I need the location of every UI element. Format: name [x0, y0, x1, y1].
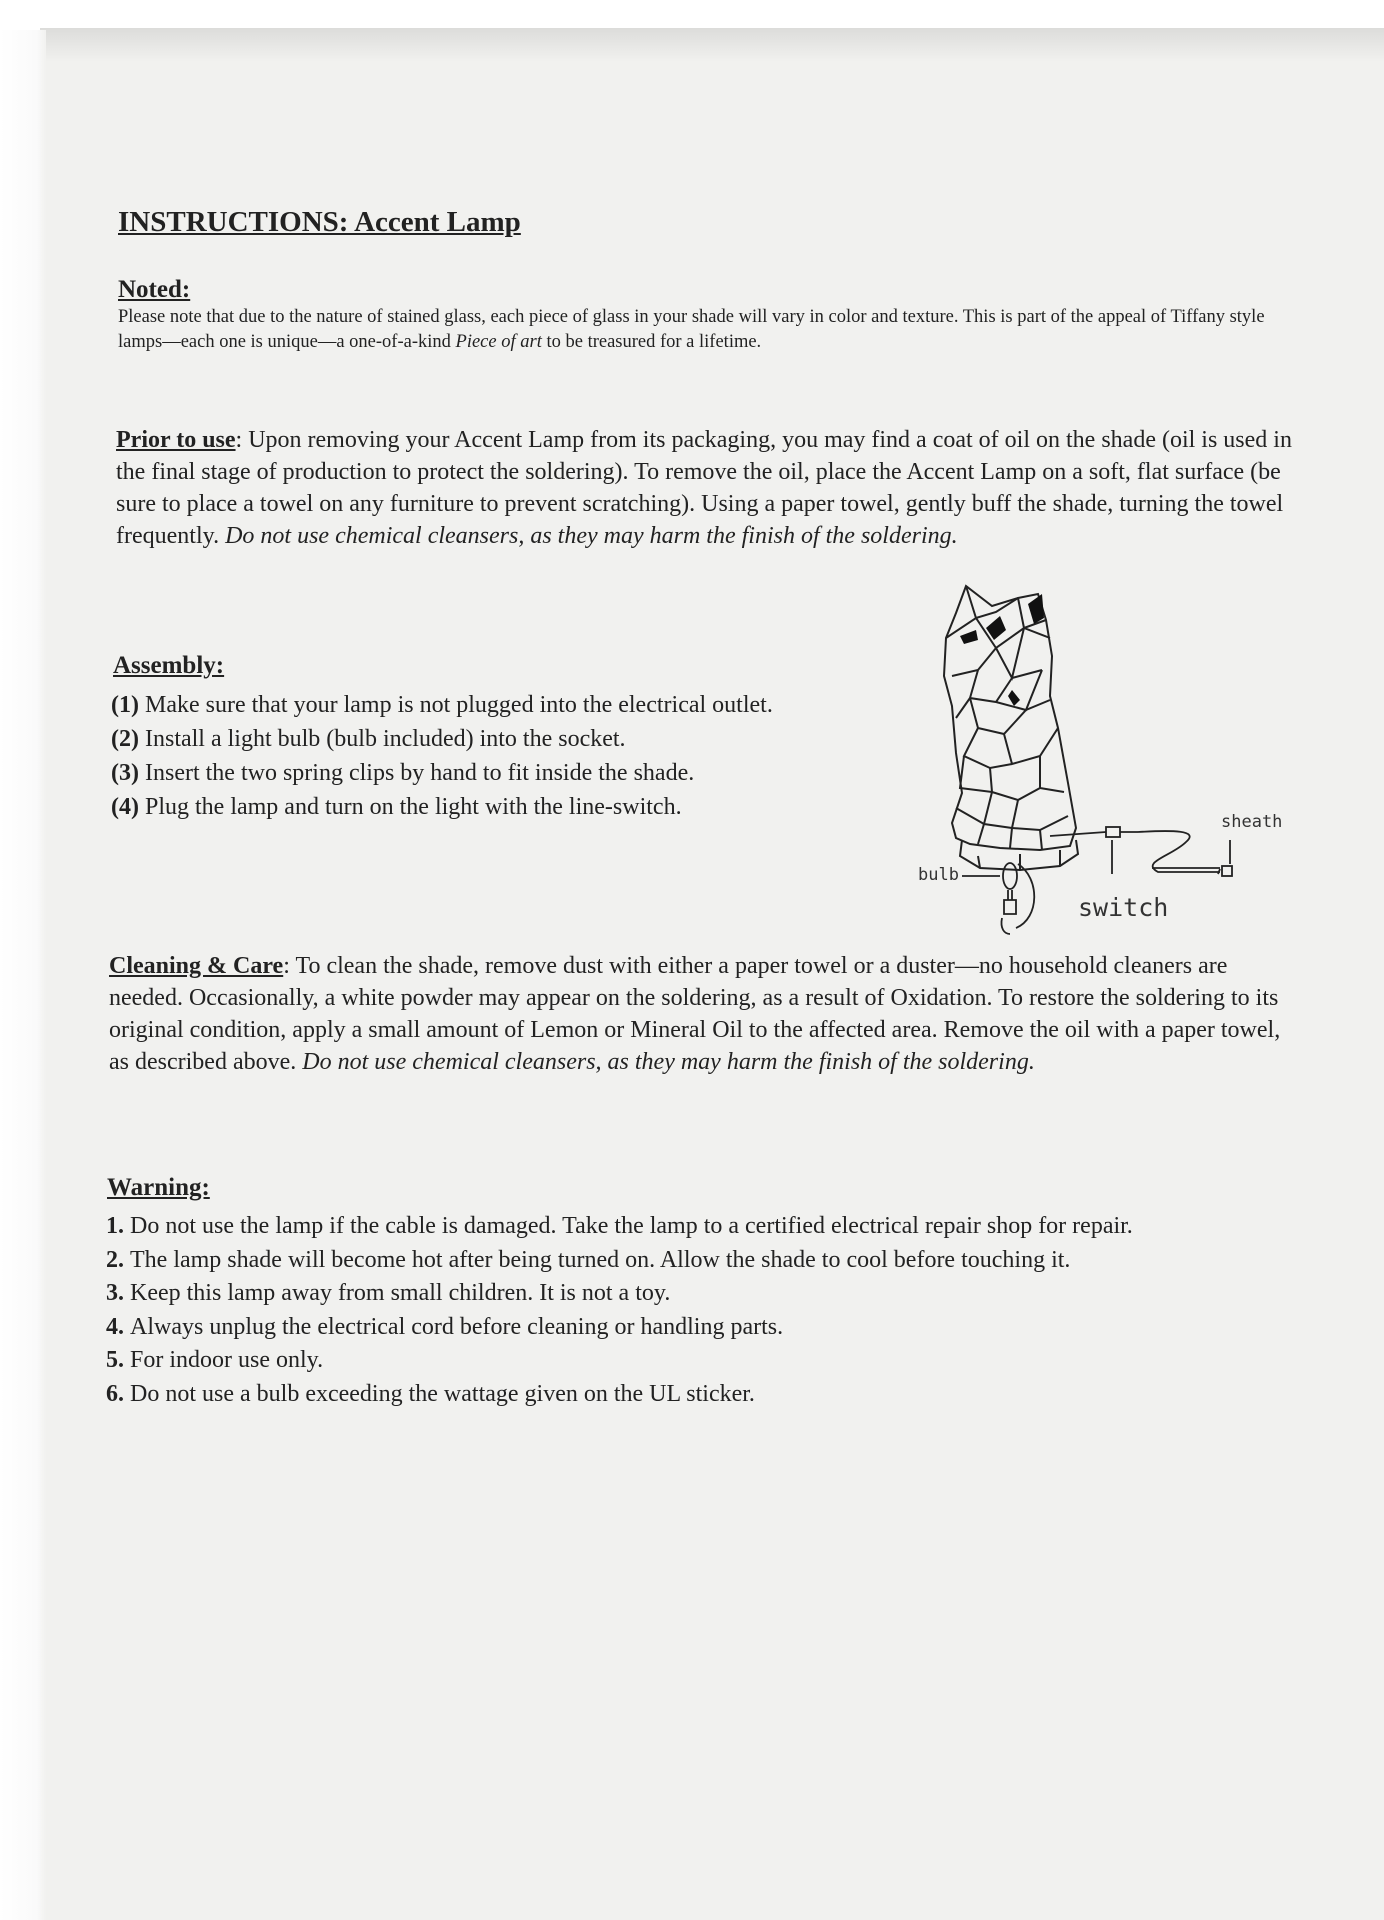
warning-item-number: 4.: [106, 1313, 124, 1340]
cleaning-heading: Cleaning & Care: [109, 953, 284, 979]
assembly-item-text: Install a light bulb (bulb included) into the socket.: [144, 726, 626, 752]
noted-text-end: to be treasured for a lifetime.: [541, 332, 762, 352]
assembly-heading: Assembly:: [113, 652, 225, 679]
warning-item-text: Do not use a bulb exceeding the wattage given on the UL sticker.: [130, 1380, 755, 1407]
page-title: INSTRUCTIONS: Accent Lamp: [118, 206, 521, 238]
prior-italic: Do not use chemical cleansers, as they may harm the finish of the soldering.: [225, 523, 958, 549]
noted-text: Please note that due to the nature of stained glass, each piece of glass in your shade will vary in color and texture. This is part of the appeal of Tiffany style lamps—each one is unique—a one-of-a-kind: [118, 307, 1265, 352]
warning-heading: Warning:: [107, 1174, 210, 1201]
warning-item-number: 6.: [106, 1380, 124, 1407]
warning-item-number: 1.: [106, 1213, 124, 1239]
cat-ear-patch: [1028, 594, 1044, 624]
noted-heading: Noted:: [118, 276, 191, 303]
cat-lamp-diagram: [900, 578, 1300, 948]
warning-item: [106, 1344, 1326, 1378]
cat-lamp-illustration: [944, 586, 1078, 870]
switch-label: switch: [1078, 893, 1169, 922]
cat-collar-patch: [1008, 690, 1020, 706]
warning-item-text: Do not use the lamp if the cable is damaged. Take the lamp to a certified electrical repair shop for repair.: [130, 1213, 1133, 1239]
assembly-item-text: Make sure that your lamp is not plugged into the electrical outlet.: [144, 692, 773, 718]
sheath-label: sheath: [1221, 812, 1283, 832]
warning-item-number: 2.: [106, 1246, 124, 1273]
assembly-item: [111, 688, 891, 722]
prior-to-use-paragraph: [116, 424, 1299, 552]
assembly-item-number: (1): [111, 692, 139, 718]
warning-item-text: For indoor use only.: [130, 1347, 324, 1373]
prior-heading: Prior to use: [116, 427, 236, 453]
warning-item: [106, 1244, 1326, 1278]
assembly-item: [111, 790, 891, 824]
warning-item: [106, 1277, 1326, 1311]
assembly-item-number: (4): [111, 794, 139, 820]
cleaning-italic: Do not use chemical cleansers, as they may harm the finish of the soldering.: [302, 1049, 1035, 1075]
warning-item-text: Always unplug the electrical cord before cleaning or handling parts.: [130, 1313, 784, 1340]
cleaning-text: : To clean the shade, remove dust with either a paper towel or a duster—no household cleaners are needed. Occasionally, a white powder may appear on the soldering, as a result of Oxidation. To restore the soldering to its original condition, apply a small amount of Lemon or Mineral Oil to the affected area. Remove the oil with a paper towel, as described above.: [109, 953, 1281, 1075]
bulb-icon: [962, 863, 1034, 934]
assembly-item: [111, 722, 891, 756]
warning-item: [106, 1311, 1326, 1345]
bulb-label: bulb: [918, 865, 959, 885]
warning-item: [106, 1378, 1326, 1412]
warning-item-text: Keep this lamp away from small children. It is not a toy.: [130, 1280, 671, 1306]
cleaning-care-paragraph: [109, 950, 1305, 1078]
assembly-item-text: Insert the two spring clips by hand to fit inside the shade.: [144, 760, 695, 786]
assembly-item: [111, 756, 891, 790]
warning-item-number: 5.: [106, 1347, 124, 1373]
assembly-item-number: (2): [111, 726, 139, 752]
warning-item: [106, 1210, 1326, 1244]
noted-italic: Piece of art: [455, 332, 542, 352]
assembly-list: [111, 688, 891, 824]
noted-paragraph: [118, 305, 1298, 355]
warning-list: [106, 1210, 1326, 1411]
warning-item-text: The lamp shade will become hot after being turned on. Allow the shade to cool before touching it.: [130, 1246, 1071, 1273]
prior-text: : Upon removing your Accent Lamp from its packaging, you may find a coat of oil on the shade (oil is used in the final stage of production to protect the soldering). To remove the oil, place the Accent Lamp on a soft, flat surface (be sure to place a towel on any furniture to prevent scratching). Using a paper towel, gently buff the shade, turning the towel frequently.: [116, 427, 1292, 549]
assembly-item-number: (3): [111, 760, 139, 786]
assembly-item-text: Plug the lamp and turn on the light with the line-switch.: [144, 794, 682, 820]
cat-eye-patch: [960, 630, 978, 644]
warning-item-number: 3.: [106, 1280, 124, 1306]
